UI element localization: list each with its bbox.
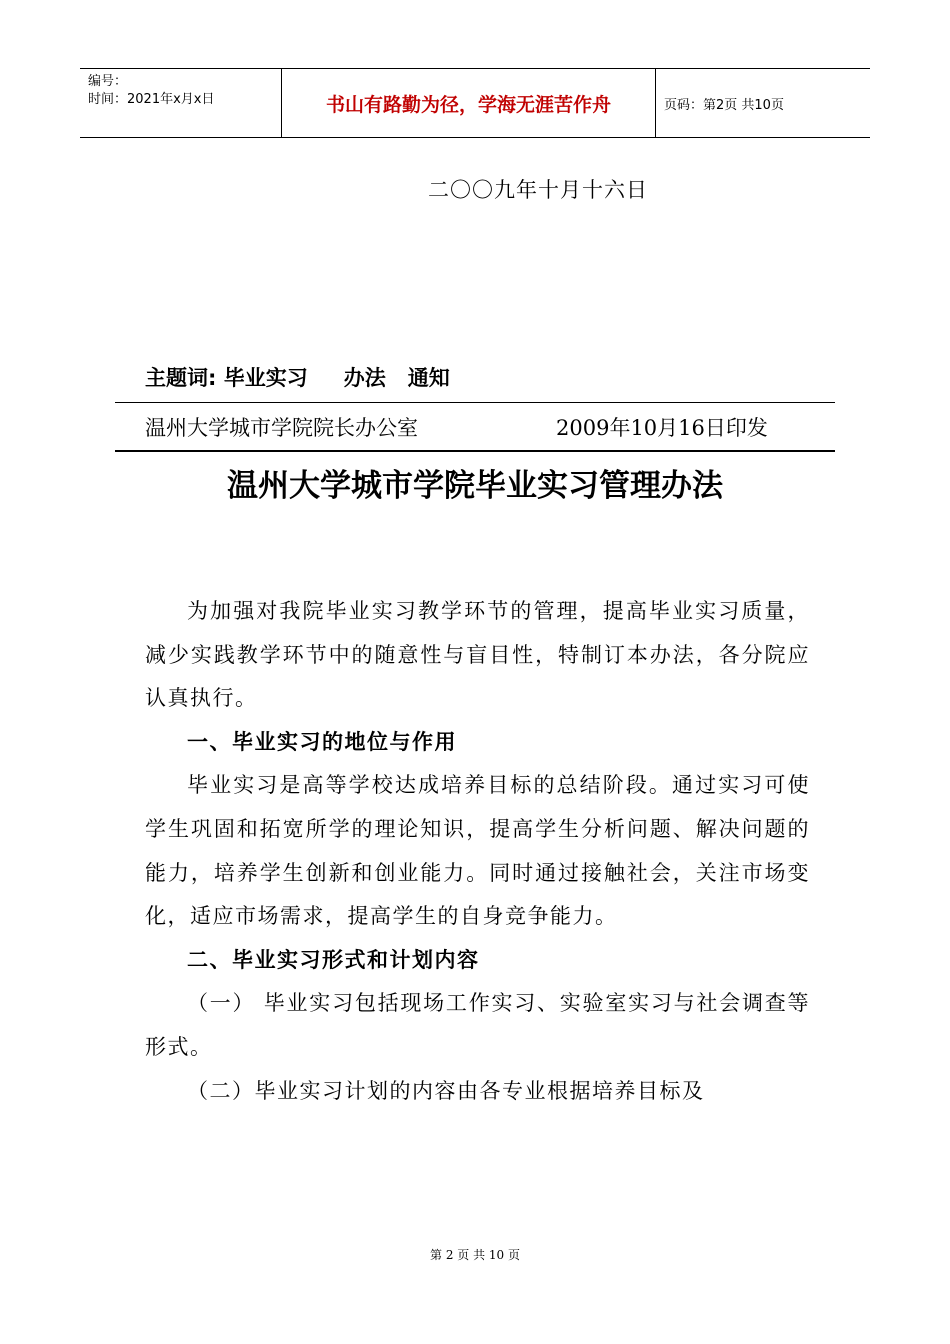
keyword-item: 毕业实习 [223,366,308,390]
header-meta [80,69,281,137]
header-motto: 书山有路勤为径，学海无涯苦作舟 [281,69,656,137]
document-body [145,590,810,1113]
paragraph: （二）毕业实习计划的内容由各专业根据培养目标及 [187,1078,705,1103]
keywords-label: 主题词: [145,366,217,390]
divider-thin [115,402,835,403]
paragraph: （一） 毕业实习包括现场工作实习、实验室实习与社会调查等形式。 [145,991,810,1059]
print-date: 2009年10月16日印发 [556,416,768,440]
keyword-item: 办法 [343,366,386,390]
document-title: 温州大学城市学院毕业实习管理办法 [227,468,723,504]
header-page-info: 页码：第2页 共10页 [664,97,784,113]
paragraph: 毕业实习是高等学校达成培养目标的总结阶段。通过实习可使学生巩固和拓宽所学的理论知识，提高学生分析问题、解决问题的能力，培养学生创新和创业能力。同时通过接触社会，关注市场变化，适应市场需求，提高学生的自身竞争能力。 [145,773,810,929]
divider-thick [115,450,835,452]
document-time-label: 时间：2021年x月x日 [88,92,215,107]
paragraph: 为加强对我院毕业实习教学环节的管理，提高毕业实习质量，减少实践教学环节中的随意性与盲目性，特制订本办法，各分院应认真执行。 [145,599,810,711]
signature-date: 二〇〇九年十月十六日 [428,178,648,202]
page-header [80,68,870,138]
keywords-line [145,362,450,392]
section-heading: 一、毕业实习的地位与作用 [187,729,457,754]
document-number-label: 编号： [88,74,128,89]
issuing-office: 温州大学城市学院院长办公室 [145,416,418,440]
keyword-item: 通知 [407,366,450,390]
page-footer: 第 2 页 共 10 页 [430,1248,520,1262]
section-heading: 二、毕业实习形式和计划内容 [187,947,480,972]
